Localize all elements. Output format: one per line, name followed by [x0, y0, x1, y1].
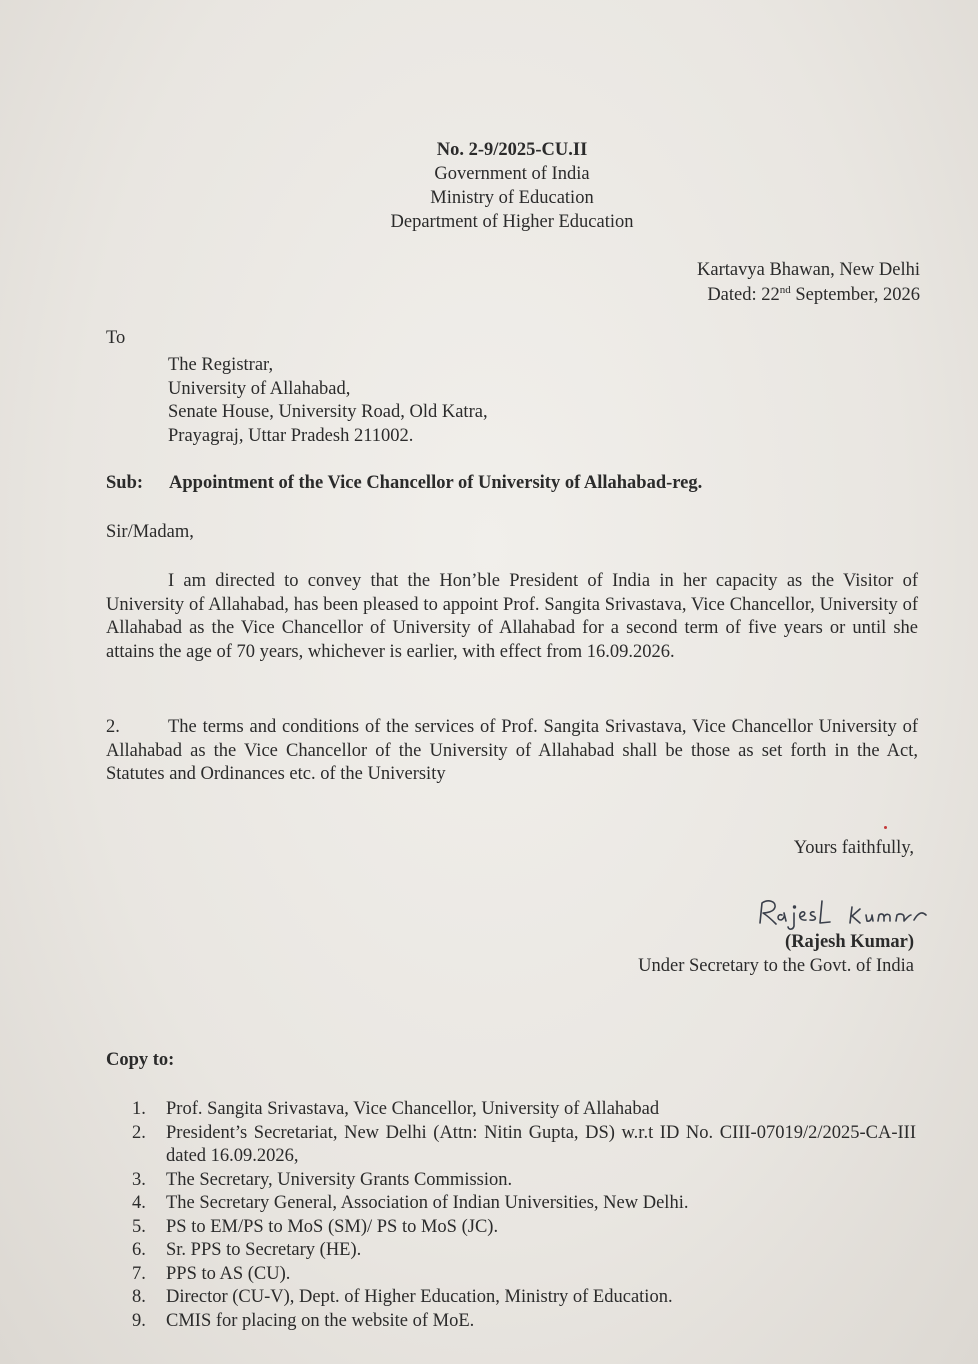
signer-name: (Rajesh Kumar)	[785, 932, 914, 952]
reference-number: No. 2-9/2025-CU.II	[436, 140, 588, 160]
list-item: 7. PPS to AS (CU).	[132, 1263, 291, 1284]
paragraph-number: 2.	[106, 717, 120, 737]
date: Dated: 22nd September, 2026	[707, 284, 920, 305]
salutation: Sir/Madam,	[106, 522, 194, 542]
signer-designation: Under Secretary to the Govt. of India	[638, 956, 914, 976]
list-item: 8. Director (CU-V), Dept. of Higher Education, Ministry of Education.	[132, 1287, 673, 1307]
place: Kartavya Bhawan, New Delhi	[697, 260, 920, 280]
body-paragraph-2	[106, 716, 918, 787]
header-government: Government of India	[434, 164, 590, 184]
copy-list	[132, 1098, 916, 1333]
subject-label: Sub:	[106, 473, 144, 493]
handwritten-signature	[754, 893, 936, 933]
list-item: 9. CMIS for placing on the website of MoE.	[132, 1310, 475, 1331]
list-item: 2. President’s Secretariat, New Delhi (Attn: Nitin Gupta, DS) w.r.t ID No. CIII-07019/2/2025-CA-III dated 16.09.2026,	[132, 1122, 916, 1166]
to-label: To	[106, 328, 126, 348]
place-and-date	[697, 258, 920, 308]
header-department: Department of Higher Education	[390, 212, 634, 232]
copy-to-label: Copy to:	[106, 1050, 175, 1070]
subject-line	[106, 473, 702, 494]
subject-text: Appointment of the Vice Chancellor of University of Allahabad-reg.	[169, 473, 703, 493]
list-item: 4. The Secretary General, Association of Indian Universities, New Delhi.	[132, 1193, 689, 1213]
address-line: Prayagraj, Uttar Pradesh 211002.	[168, 425, 414, 446]
letter-header	[0, 138, 978, 234]
closing: Yours faithfully,	[793, 838, 914, 858]
ink-mark	[884, 826, 887, 829]
address-line: Senate House, University Road, Old Katra,	[168, 402, 488, 422]
address-line: University of Allahabad,	[168, 378, 351, 399]
body-paragraph-1: I am directed to convey that the Hon’ble President of India in her capacity as the Visitor of University of Allahabad, has been pleased to appoint Prof. Sangita Srivastava, Vice Chancellor, University of Allahabad as the Vice Chancellor of University of Allahabad for a second term of five years or until she attains the age of 70 years, whichever is earlier, with effect from 16.09.2026.	[106, 571, 918, 662]
list-item: 3. The Secretary, University Grants Commission.	[132, 1169, 513, 1190]
list-item: 5. PS to EM/PS to MoS (SM)/ PS to MoS (JC).	[132, 1216, 499, 1237]
list-item: 1. Prof. Sangita Srivastava, Vice Chancellor, University of Allahabad	[132, 1099, 660, 1119]
header-ministry: Ministry of Education	[430, 188, 594, 208]
paragraph-text: The terms and conditions of the services of Prof. Sangita Srivastava, Vice Chancellor University of Allahabad as the Vice Chancellor of the University of Allahabad shall be those as set forth in the Act, Statutes and Ordinances etc. of the University	[106, 717, 918, 784]
recipient-address	[168, 354, 488, 448]
list-item: 6. Sr. PPS to Secretary (HE).	[132, 1240, 362, 1260]
address-line: The Registrar,	[168, 355, 274, 375]
